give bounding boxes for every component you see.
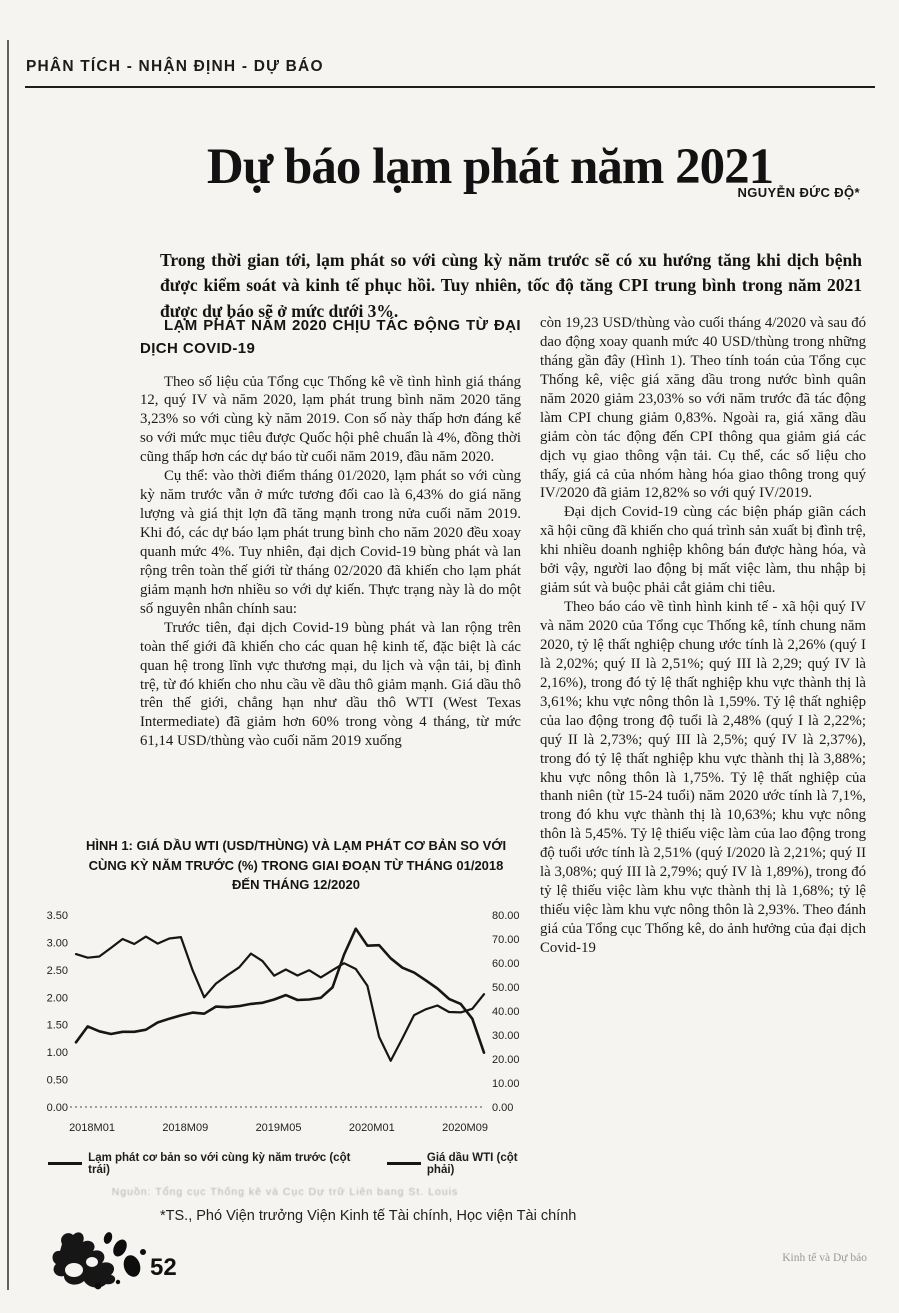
svg-text:2018M09: 2018M09 (162, 1121, 209, 1134)
author-byline: NGUYỄN ĐỨC ĐỘ* (737, 185, 860, 200)
line-swatch-icon (48, 1162, 82, 1165)
svg-text:70.00: 70.00 (492, 933, 520, 946)
svg-text:20.00: 20.00 (492, 1053, 520, 1066)
section-heading (140, 314, 521, 361)
scan-edge-artifact (7, 40, 9, 1290)
page-number: 52 (150, 1254, 177, 1281)
svg-text:1.00: 1.00 (46, 1046, 68, 1059)
line-swatch-icon (387, 1162, 421, 1165)
page-title: Dự báo lạm phát năm 2021 (206, 139, 774, 196)
author-footnote: *TS., Phó Viện trưởng Viện Kinh tế Tài chính, Học viện Tài chính (160, 1208, 577, 1224)
body-paragraph: Cụ thể: vào thời điểm tháng 01/2020, lạm phát so với cùng kỳ năm trước vẫn ở mức tương đối cao là 6,43% do giá năng lượng và giá thịt lợn đã tăng mạnh trong nửa cuối năm 2019. Khi đó, các dự báo lạm phát trung bình cho năm 2020 đều xoay quanh mức 4%. Tuy nhiên, đại dịch Covid-19 bùng phát và lan rộng trên toàn thế giới từ tháng 02/2020 đã khiến cho lạm phát giảm mạnh hơn nhiều so với dự kiến. Thực trạng này là do một số nguyên nhân chính sau: (140, 468, 521, 617)
body-paragraph: Theo báo cáo về tình hình kinh tế - xã hội quý IV và năm 2020 của Tổng cục Thống kê, tính chung năm 2020, tỷ lệ thất nghiệp chung ước tính là 2,26% (quý I là 2,02%; quý II là 2,51%; quý III là 2,29; quý IV là 2,16%), trong đó tỷ lệ thất nghiệp khu vực thành thị là 3,61%; khu vực nông thôn là 1,59%. Tỷ lệ thất nghiệp của lao động trong độ tuổi là 2,48% (quý I là 2,22%; quý II là 2,73%; quý III là 2,5%; quý IV là 2,37%), trong đó tỷ lệ thất nghiệp khu vực thành thị là 3,88%; khu vực nông thôn là 1,75%. Tỷ lệ thất nghiệp của thanh niên (từ 15-24 tuổi) năm 2020 ước tính là 7,1%, trong đó khu vực thành thị là 10,63%; khu vực nông thôn là 5,45%. Tỷ lệ thiếu việc làm của lao động trong độ tuổi ước tính là 2,51% (quý I/2020 là 2,21%; quý II là 3,08%; quý III là 2,79%; quý IV là 1,89%), trong đó tỷ lệ thiếu việc làm khu vực thành thị là 1,68%; tỷ lệ thiếu việc làm khu vực nông thôn là 2,93%. Theo đánh giá của Tổng cục Thống kê, do ảnh hưởng của đại dịch Covid-19 (540, 599, 866, 956)
chart-area (28, 901, 542, 1148)
ink-blot-graphic (48, 1226, 156, 1292)
footer-left (48, 1226, 177, 1292)
svg-text:0.00: 0.00 (492, 1101, 514, 1114)
svg-text:10.00: 10.00 (492, 1077, 520, 1090)
svg-text:50.00: 50.00 (492, 981, 520, 994)
svg-text:2018M01: 2018M01 (69, 1121, 115, 1134)
svg-text:2020M01: 2020M01 (348, 1121, 395, 1134)
svg-text:1.50: 1.50 (46, 1019, 68, 1032)
figure-1 (28, 836, 542, 1198)
figure-source-illegible: Nguồn: Tổng cục Thống kê và Cục Dự trữ Liên bang St. Louis (111, 1185, 459, 1198)
legend-item-core-inflation (48, 1152, 361, 1176)
chart-legend (28, 1152, 542, 1176)
legend-item-wti (387, 1152, 542, 1176)
legend-label: Lạm phát cơ bản so với cùng kỳ năm trước (cột trái) (88, 1151, 351, 1176)
section-kicker: PHÂN TÍCH - NHẬN ĐỊNH - DỰ BÁO (26, 58, 324, 75)
column-left (140, 314, 521, 836)
journal-name: Kinh tế và Dự báo (782, 1252, 867, 1264)
body-paragraph: Đại dịch Covid-19 cùng các biện pháp giãn cách xã hội cũng đã khiến cho quá trình sản xuất bị đình trệ, khi nhiều doanh nghiệp không bán được hàng hóa, và bởi vậy, người lao động bị mất việc làm, thu nhập bị giảm sút và buộc phải cắt giảm chi tiêu. (540, 504, 866, 597)
svg-text:0.00: 0.00 (46, 1101, 68, 1114)
legend-label: Giá dầu WTI (cột phải) (426, 1151, 518, 1176)
svg-text:3.00: 3.00 (46, 936, 68, 949)
svg-text:80.00: 80.00 (492, 909, 520, 922)
figure-title: HÌNH 1: GIÁ DẦU WTI (USD/THÙNG) VÀ LẠM PHÁT CƠ BẢN SO VỚI CÙNG KỲ NĂM TRƯỚC (%) TRONG GIAI ĐOẠN TỪ THÁNG 01/2018 ĐẾN THÁNG 12/2020 (85, 838, 507, 892)
body-paragraph: Theo số liệu của Tổng cục Thống kê về tình hình giá tháng 12, quý IV và năm 2020, lạm phát trung bình năm 2020 tăng 3,23% so với cùng kỳ năm 2019. Con số này thấp hơn đáng kể so với mức mục tiêu được Quốc hội phê chuẩn là 4%, đồng thời cũng thấp hơn các dự báo từ cuối năm 2019, đầu năm 2020. (140, 373, 521, 466)
line-chart-svg (28, 901, 542, 1143)
svg-text:30.00: 30.00 (492, 1029, 520, 1042)
column-right (540, 314, 866, 1196)
svg-text:0.50: 0.50 (46, 1074, 68, 1087)
svg-text:2019M05: 2019M05 (255, 1121, 302, 1134)
header-rule (25, 86, 875, 88)
svg-text:2.50: 2.50 (46, 964, 68, 977)
svg-text:60.00: 60.00 (492, 957, 520, 970)
lead-paragraph: Trong thời gian tới, lạm phát so với cùng kỳ năm trước sẽ có xu hướng tăng khi dịch bệnh được kiểm soát và kinh tế phục hồi. Tuy nhiên, tốc độ tăng CPI trung bình trong năm 2021 được dự báo sẽ ở mức dưới 3%. (160, 249, 862, 322)
svg-text:3.50: 3.50 (46, 909, 68, 922)
section-heading-text: LẠM PHÁT NĂM 2020 CHỊU TÁC ĐỘNG TỪ ĐẠI DỊCH COVID-19 (140, 317, 521, 358)
svg-text:2020M09: 2020M09 (442, 1121, 488, 1134)
body-paragraph: Trước tiên, đại dịch Covid-19 bùng phát và lan rộng trên toàn thế giới đã khiến cho các quan hệ kinh tế, đặc biệt là các quan hệ trong lĩnh vực thương mại, du lịch và vận tải, bị đình trệ, từ đó khiến cho nhu cầu về dầu thô giảm mạnh. Giá dầu thô trên thế giới, chẳng hạn như dầu thô WTI (West Texas Intermediate) đã giảm hơn 60% trong vòng 4 tháng, từ mức 61,14 USD/thùng vào cuối năm 2019 xuống (140, 619, 521, 750)
svg-text:40.00: 40.00 (492, 1005, 520, 1018)
svg-text:2.00: 2.00 (46, 991, 68, 1004)
body-paragraph: còn 19,23 USD/thùng vào cuối tháng 4/2020 và sau đó dao động xoay quanh mức 40 USD/thùng trong những tháng gần đây (Hình 1). Theo tính toán của Tổng cục Thống kê, việc giá xăng dầu trong nước bình quân năm 2020 giảm 23,03% so với năm trước đã tác động làm CPI chung giảm 0,83%. Ngoài ra, giá xăng dầu giảm còn tác động đến CPI thông qua giảm giá các dịch vụ giao thông vận tải. Cụ thể, các số liệu cho thấy, giá cả của nhóm hàng hóa giao thông trong quý IV/2020 đã giảm 12,82% so với quý IV/2019. (540, 315, 866, 502)
